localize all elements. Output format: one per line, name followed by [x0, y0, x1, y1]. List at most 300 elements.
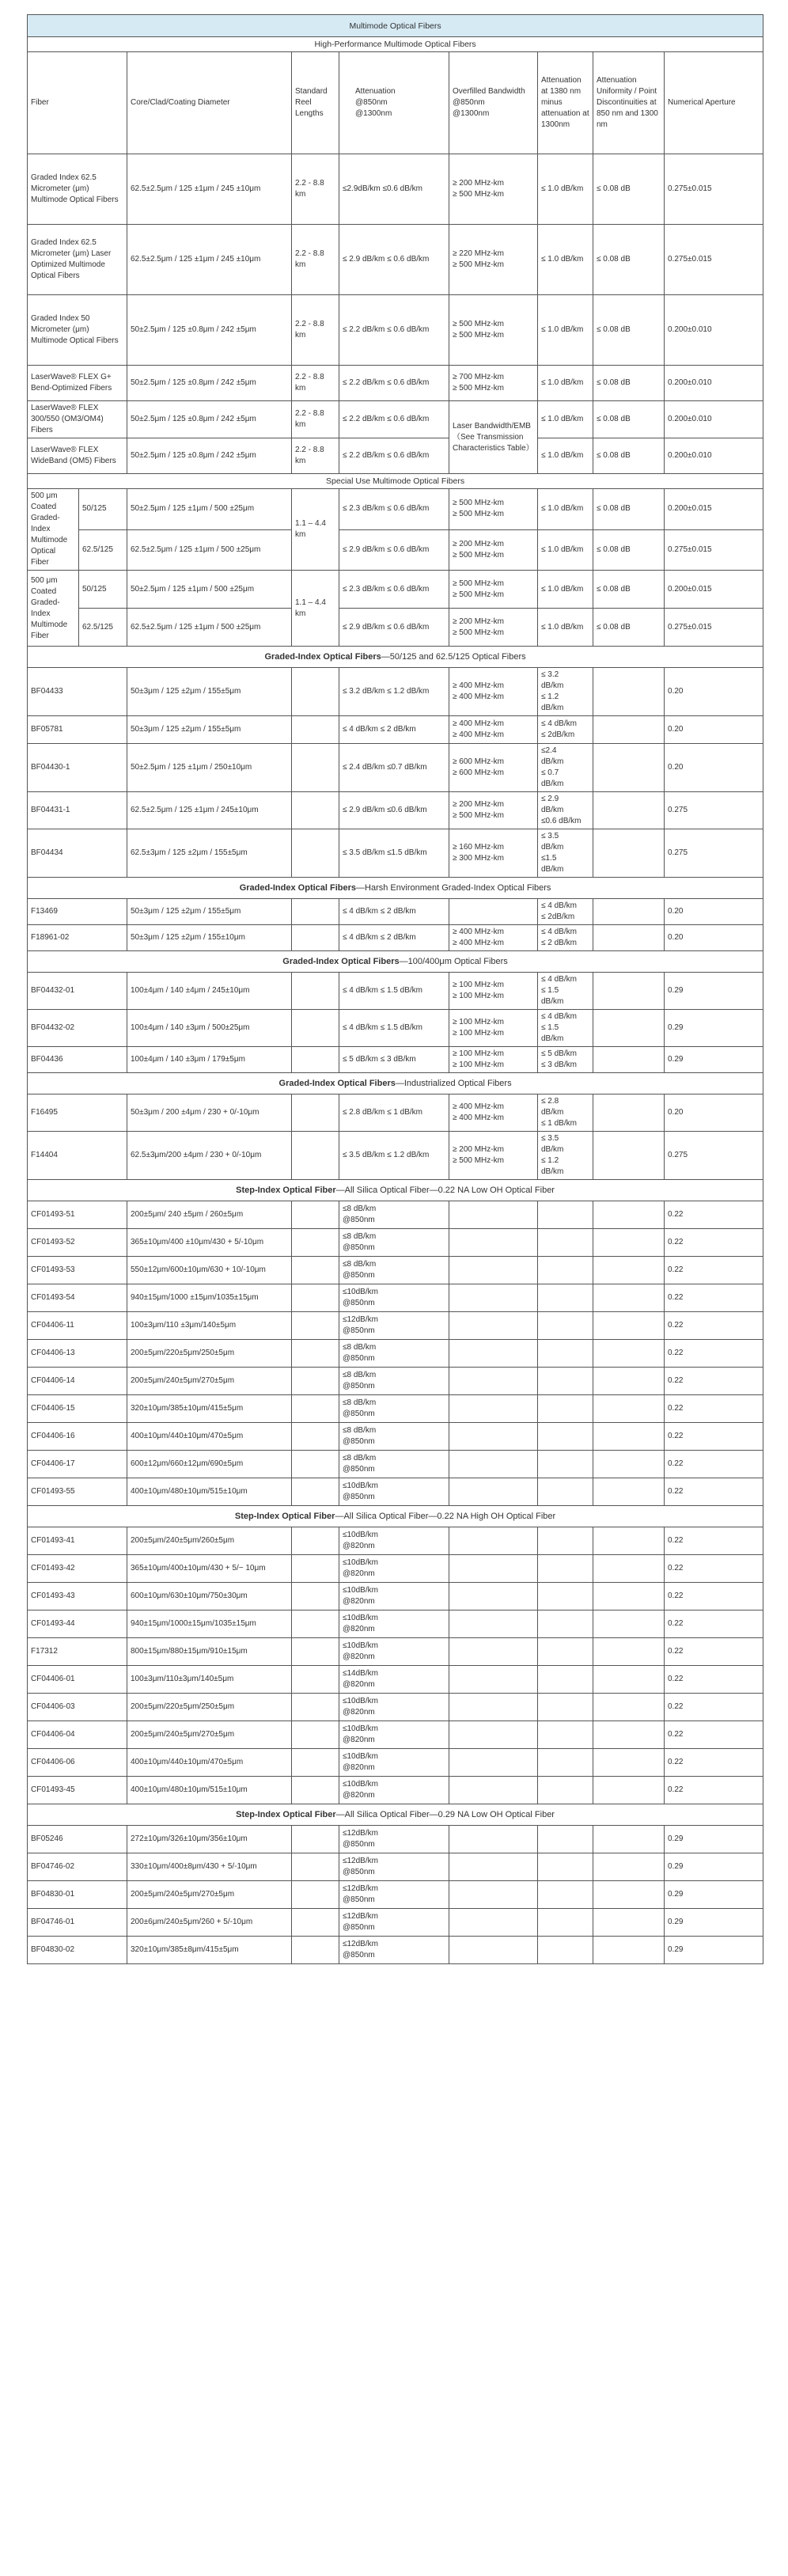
- diameter-cell: 50±2.5μm / 125 ±1μm / 250±10μm: [127, 744, 292, 792]
- bandwidth-cell: [449, 1312, 538, 1340]
- attenuation-1380-cell: ≤2.4 dB/km ≤ 0.7 dB/km: [538, 744, 593, 792]
- attenuation-1380-cell: ≤ 3.5 dB/km ≤1.5 dB/km: [538, 829, 593, 878]
- bandwidth-cell: [449, 1694, 538, 1721]
- attenuation-cell: ≤10dB/km @850nm: [339, 1478, 449, 1506]
- bandwidth-cell: [449, 1826, 538, 1853]
- diameter-cell: 100±4μm / 140 ±3μm / 179±5μm: [127, 1047, 292, 1073]
- reel-length-cell: 2.2 - 8.8 km: [292, 401, 339, 438]
- uniformity-cell: [593, 1257, 665, 1284]
- fiber-name-cell: CF04406-03: [28, 1694, 127, 1721]
- reel-length-cell: 2.2 - 8.8 km: [292, 438, 339, 474]
- reel-length-cell: [292, 1047, 339, 1073]
- special-use-row: [28, 529, 763, 571]
- attenuation-1380-cell: ≤ 1.0 dB/km: [538, 571, 593, 609]
- attenuation-cell: ≤ 2.9 dB/km ≤ 0.6 dB/km: [339, 529, 449, 571]
- numerical-aperture-cell: 0.275±0.015: [665, 609, 763, 647]
- diameter-cell: 200±6μm/240±5μm/260 + 5/-10μm: [127, 1909, 292, 1937]
- attenuation-cell: ≤10dB/km @820nm: [339, 1638, 449, 1666]
- header-fiber: Fiber: [28, 52, 127, 154]
- reel-length-cell: [292, 1451, 339, 1478]
- attenuation-cell: ≤14dB/km @820nm: [339, 1666, 449, 1694]
- attenuation-cell: ≤12dB/km @850nm: [339, 1881, 449, 1909]
- diameter-cell: 50±3μm / 200 ±4μm / 230 + 0/-10μm: [127, 1095, 292, 1132]
- reel-length-cell: 1.1 – 4.4 km: [292, 489, 339, 571]
- bandwidth-cell: ≥ 500 MHz-km ≥ 500 MHz-km: [449, 295, 538, 366]
- bandwidth-cell: [449, 1777, 538, 1804]
- uniformity-cell: [593, 925, 665, 951]
- uniformity-cell: [593, 1909, 665, 1937]
- header-reel-lengths: Standard Reel Lengths: [292, 52, 339, 154]
- numerical-aperture-cell: 0.22: [665, 1638, 763, 1666]
- table-row: [28, 1909, 763, 1937]
- numerical-aperture-cell: 0.200±0.010: [665, 438, 763, 474]
- table-row: [28, 1478, 763, 1506]
- reel-length-cell: [292, 1132, 339, 1180]
- numerical-aperture-cell: 0.29: [665, 973, 763, 1010]
- attenuation-1380-cell: ≤ 4 dB/km ≤ 1.5 dB/km: [538, 973, 593, 1010]
- uniformity-cell: [593, 1132, 665, 1180]
- table-row: [28, 1010, 763, 1047]
- fiber-name-cell: BF04436: [28, 1047, 127, 1073]
- diameter-cell: 320±10μm/385±10μm/415±5μm: [127, 1395, 292, 1423]
- uniformity-cell: [593, 668, 665, 716]
- diameter-cell: 50±3μm / 125 ±2μm / 155±5μm: [127, 899, 292, 925]
- bandwidth-cell: ≥ 700 MHz-km ≥ 500 MHz-km: [449, 366, 538, 401]
- numerical-aperture-cell: 0.29: [665, 1010, 763, 1047]
- attenuation-cell: ≤ 2.9 dB/km ≤ 0.6 dB/km: [339, 225, 449, 295]
- section-heading-row: [28, 951, 763, 973]
- reel-length-cell: [292, 1423, 339, 1451]
- section-heading: [28, 878, 763, 899]
- header-bandwidth: Overfilled Bandwidth @850nm @1300nm: [449, 52, 538, 154]
- uniformity-cell: [593, 1284, 665, 1312]
- reel-length-cell: [292, 1638, 339, 1666]
- reel-length-cell: [292, 1095, 339, 1132]
- numerical-aperture-cell: 0.22: [665, 1777, 763, 1804]
- reel-length-cell: 2.2 - 8.8 km: [292, 154, 339, 225]
- fiber-name-cell: LaserWave® FLEX G+ Bend-Optimized Fibers: [28, 366, 127, 401]
- diameter-cell: 62.5±2.5μm / 125 ±1μm / 245±10μm: [127, 792, 292, 829]
- uniformity-cell: ≤ 0.08 dB: [593, 529, 665, 571]
- attenuation-1380-cell: [538, 1257, 593, 1284]
- attenuation-1380-cell: ≤ 1.0 dB/km: [538, 154, 593, 225]
- fiber-name-cell: CF04406-17: [28, 1451, 127, 1478]
- section-heading-row: [28, 1804, 763, 1826]
- diameter-cell: 940±15μm/1000 ±15μm/1035±15μm: [127, 1284, 292, 1312]
- reel-length-cell: [292, 899, 339, 925]
- attenuation-cell: ≤ 2.3 dB/km ≤ 0.6 dB/km: [339, 489, 449, 530]
- bandwidth-cell: [449, 1368, 538, 1395]
- reel-length-cell: [292, 1909, 339, 1937]
- attenuation-cell: ≤10dB/km @820nm: [339, 1610, 449, 1638]
- uniformity-cell: [593, 1881, 665, 1909]
- bandwidth-cell: [449, 1555, 538, 1583]
- attenuation-1380-cell: [538, 1721, 593, 1749]
- bandwidth-cell: [449, 1527, 538, 1555]
- bandwidth-cell: [449, 899, 538, 925]
- table-row: [28, 925, 763, 951]
- attenuation-cell: ≤12dB/km @850nm: [339, 1937, 449, 1964]
- attenuation-1380-cell: ≤ 1.0 dB/km: [538, 438, 593, 474]
- numerical-aperture-cell: 0.22: [665, 1368, 763, 1395]
- attenuation-1380-cell: [538, 1881, 593, 1909]
- bandwidth-cell: [449, 1340, 538, 1368]
- high-performance-row: [28, 295, 763, 366]
- diameter-cell: 200±5μm/220±5μm/250±5μm: [127, 1340, 292, 1368]
- numerical-aperture-cell: 0.22: [665, 1666, 763, 1694]
- attenuation-cell: ≤10dB/km @820nm: [339, 1583, 449, 1610]
- table-row: [28, 1095, 763, 1132]
- fiber-name-cell: BF04432-02: [28, 1010, 127, 1047]
- uniformity-cell: [593, 1395, 665, 1423]
- section-heading: [28, 647, 763, 668]
- attenuation-1380-cell: ≤ 1.0 dB/km: [538, 366, 593, 401]
- attenuation-1380-cell: ≤ 1.0 dB/km: [538, 529, 593, 571]
- diameter-cell: 62.5±2.5μm / 125 ±1μm / 500 ±25μm: [127, 609, 292, 647]
- section-heading-rest: —100/400μm Optical Fibers: [399, 957, 508, 966]
- reel-length-cell: [292, 1368, 339, 1395]
- uniformity-cell: [593, 1610, 665, 1638]
- uniformity-cell: [593, 1638, 665, 1666]
- header-numerical-aperture: Numerical Aperture: [665, 52, 763, 154]
- numerical-aperture-cell: 0.29: [665, 1853, 763, 1881]
- attenuation-1380-cell: [538, 1909, 593, 1937]
- section-heading-row: [28, 1506, 763, 1527]
- table-row: [28, 1312, 763, 1340]
- fiber-name-cell: CF04406-01: [28, 1666, 127, 1694]
- fiber-name-cell: CF01493-53: [28, 1257, 127, 1284]
- bandwidth-cell: [449, 1853, 538, 1881]
- section-heading: [28, 1506, 763, 1527]
- reel-length-cell: [292, 1312, 339, 1340]
- uniformity-cell: [593, 973, 665, 1010]
- table-row: [28, 1721, 763, 1749]
- attenuation-1380-cell: [538, 1583, 593, 1610]
- table-row: [28, 1284, 763, 1312]
- bandwidth-cell: [449, 1937, 538, 1964]
- section-heading-bold: Graded-Index Optical Fibers: [282, 957, 400, 966]
- attenuation-cell: ≤8 dB/km @850nm: [339, 1451, 449, 1478]
- uniformity-cell: [593, 1937, 665, 1964]
- diameter-cell: 365±10μm/400 ±10μm/430 + 5/-10μm: [127, 1229, 292, 1257]
- section-heading-bold: Step-Index Optical Fiber: [236, 1186, 336, 1195]
- table-row: [28, 744, 763, 792]
- attenuation-cell: ≤ 2.2 dB/km ≤ 0.6 dB/km: [339, 366, 449, 401]
- spec-document: [27, 14, 763, 1964]
- section-heading: [28, 951, 763, 973]
- diameter-cell: 62.5±3μm/200 ±4μm / 230 + 0/-10μm: [127, 1132, 292, 1180]
- special-use-heading-row: [28, 474, 763, 489]
- fiber-name-cell: BF04431-1: [28, 792, 127, 829]
- numerical-aperture-cell: 0.275±0.015: [665, 529, 763, 571]
- reel-length-cell: [292, 925, 339, 951]
- reel-length-cell: [292, 1478, 339, 1506]
- diameter-cell: 62.5±2.5μm / 125 ±1μm / 245 ±10μm: [127, 154, 292, 225]
- reel-length-cell: [292, 1694, 339, 1721]
- table-row: [28, 1451, 763, 1478]
- uniformity-cell: [593, 716, 665, 744]
- numerical-aperture-cell: 0.22: [665, 1721, 763, 1749]
- reel-length-cell: [292, 1284, 339, 1312]
- bandwidth-cell: ≥ 100 MHz-km ≥ 100 MHz-km: [449, 1047, 538, 1073]
- fiber-name-cell: BF04830-02: [28, 1937, 127, 1964]
- fiber-name-cell: F17312: [28, 1638, 127, 1666]
- bandwidth-cell: ≥ 200 MHz-km ≥ 500 MHz-km: [449, 154, 538, 225]
- attenuation-cell: ≤ 3.5 dB/km ≤ 1.2 dB/km: [339, 1132, 449, 1180]
- section-heading-bold: Step-Index Optical Fiber: [236, 1810, 336, 1819]
- numerical-aperture-cell: 0.275±0.015: [665, 225, 763, 295]
- high-performance-row: [28, 225, 763, 295]
- reel-length-cell: [292, 1937, 339, 1964]
- numerical-aperture-cell: 0.20: [665, 1095, 763, 1132]
- special-group-label: 500 μm Coated Graded-Index Multimode Fiber: [28, 571, 79, 647]
- header-diameter: Core/Clad/Coating Diameter: [127, 52, 292, 154]
- table-row: [28, 1853, 763, 1881]
- table-row: [28, 1937, 763, 1964]
- attenuation-cell: ≤12dB/km @850nm: [339, 1909, 449, 1937]
- diameter-cell: 600±10μm/630±10μm/750±30μm: [127, 1583, 292, 1610]
- reel-length-cell: [292, 744, 339, 792]
- diameter-cell: 100±4μm / 140 ±4μm / 245±10μm: [127, 973, 292, 1010]
- reel-length-cell: [292, 1610, 339, 1638]
- section-heading: [28, 1073, 763, 1095]
- numerical-aperture-cell: 0.20: [665, 899, 763, 925]
- bandwidth-cell: ≥ 160 MHz-km ≥ 300 MHz-km: [449, 829, 538, 878]
- table-row: [28, 1423, 763, 1451]
- numerical-aperture-cell: 0.275: [665, 792, 763, 829]
- reel-length-cell: [292, 1555, 339, 1583]
- attenuation-1380-cell: [538, 1368, 593, 1395]
- bandwidth-cell: [449, 1610, 538, 1638]
- fiber-size-cell: 50/125: [79, 489, 127, 530]
- fiber-name-cell: F18961-02: [28, 925, 127, 951]
- reel-length-cell: [292, 1749, 339, 1777]
- bandwidth-cell: [449, 1229, 538, 1257]
- attenuation-cell: ≤8 dB/km @850nm: [339, 1340, 449, 1368]
- attenuation-cell: ≤ 3.2 dB/km ≤ 1.2 dB/km: [339, 668, 449, 716]
- bandwidth-cell: ≥ 200 MHz-km ≥ 500 MHz-km: [449, 609, 538, 647]
- special-group-label: 500 μm Coated Graded-Index Multimode Optical Fiber: [28, 489, 79, 571]
- fiber-name-cell: CF01493-43: [28, 1583, 127, 1610]
- uniformity-cell: ≤ 0.08 dB: [593, 438, 665, 474]
- reel-length-cell: 2.2 - 8.8 km: [292, 366, 339, 401]
- reel-length-cell: [292, 668, 339, 716]
- uniformity-cell: ≤ 0.08 dB: [593, 489, 665, 530]
- table-row: [28, 829, 763, 878]
- attenuation-cell: ≤8 dB/km @850nm: [339, 1229, 449, 1257]
- special-use-row: [28, 609, 763, 647]
- uniformity-cell: [593, 744, 665, 792]
- attenuation-cell: ≤8 dB/km @850nm: [339, 1201, 449, 1229]
- reel-length-cell: 1.1 – 4.4 km: [292, 571, 339, 647]
- attenuation-cell: ≤ 4 dB/km ≤ 1.5 dB/km: [339, 973, 449, 1010]
- section-heading-rest: —50/125 and 62.5/125 Optical Fibers: [381, 652, 526, 662]
- numerical-aperture-cell: 0.22: [665, 1451, 763, 1478]
- attenuation-1380-cell: ≤ 3.2 dB/km ≤ 1.2 dB/km: [538, 668, 593, 716]
- numerical-aperture-cell: 0.275: [665, 829, 763, 878]
- uniformity-cell: [593, 1826, 665, 1853]
- attenuation-cell: ≤12dB/km @850nm: [339, 1853, 449, 1881]
- numerical-aperture-cell: 0.20: [665, 925, 763, 951]
- attenuation-cell: ≤ 2.9 dB/km ≤ 0.6 dB/km: [339, 609, 449, 647]
- reel-length-cell: [292, 1583, 339, 1610]
- fiber-name-cell: BF04430-1: [28, 744, 127, 792]
- attenuation-1380-cell: [538, 1340, 593, 1368]
- section-heading-row: [28, 647, 763, 668]
- section-heading-bold: Graded-Index Optical Fibers: [239, 883, 357, 893]
- table-row: [28, 668, 763, 716]
- diameter-cell: 100±4μm / 140 ±3μm / 500±25μm: [127, 1010, 292, 1047]
- fiber-name-cell: CF04406-14: [28, 1368, 127, 1395]
- bandwidth-cell: [449, 1721, 538, 1749]
- bandwidth-cell: [449, 1478, 538, 1506]
- fiber-name-cell: BF04746-01: [28, 1909, 127, 1937]
- bandwidth-cell: ≥ 400 MHz-km ≥ 400 MHz-km: [449, 1095, 538, 1132]
- attenuation-cell: ≤ 4 dB/km ≤ 2 dB/km: [339, 716, 449, 744]
- fiber-name-cell: Graded Index 62.5 Micrometer (μm) Multimode Optical Fibers: [28, 154, 127, 225]
- attenuation-cell: ≤ 2.2 dB/km ≤ 0.6 dB/km: [339, 295, 449, 366]
- attenuation-1380-cell: ≤ 1.0 dB/km: [538, 225, 593, 295]
- bandwidth-cell: Laser Bandwidth/EMB （See Transmission Characteristics Table）: [449, 401, 538, 474]
- bandwidth-cell: [449, 1423, 538, 1451]
- table-row: [28, 1666, 763, 1694]
- bandwidth-cell: ≥ 100 MHz-km ≥ 100 MHz-km: [449, 973, 538, 1010]
- attenuation-1380-cell: ≤ 3.5 dB/km ≤ 1.2 dB/km: [538, 1132, 593, 1180]
- table-row: [28, 1638, 763, 1666]
- uniformity-cell: [593, 1721, 665, 1749]
- diameter-cell: 50±2.5μm / 125 ±0.8μm / 242 ±5μm: [127, 295, 292, 366]
- diameter-cell: 330±10μm/400±8μm/430 + 5/-10μm: [127, 1853, 292, 1881]
- bandwidth-cell: ≥ 400 MHz-km ≥ 400 MHz-km: [449, 925, 538, 951]
- uniformity-cell: [593, 1853, 665, 1881]
- diameter-cell: 400±10μm/440±10μm/470±5μm: [127, 1749, 292, 1777]
- attenuation-1380-cell: [538, 1610, 593, 1638]
- reel-length-cell: [292, 1777, 339, 1804]
- numerical-aperture-cell: 0.22: [665, 1749, 763, 1777]
- diameter-cell: 200±5μm/240±5μm/270±5μm: [127, 1881, 292, 1909]
- attenuation-1380-cell: ≤ 5 dB/km ≤ 3 dB/km: [538, 1047, 593, 1073]
- attenuation-cell: ≤12dB/km @850nm: [339, 1826, 449, 1853]
- table-row: [28, 1047, 763, 1073]
- high-performance-row: [28, 438, 763, 474]
- attenuation-cell: ≤10dB/km @820nm: [339, 1527, 449, 1555]
- table-row: [28, 1583, 763, 1610]
- header-uniformity: Attenuation Uniformity / Point Discontinuities at 850 nm and 1300 nm: [593, 52, 665, 154]
- special-use-row: [28, 489, 763, 530]
- uniformity-cell: [593, 1423, 665, 1451]
- diameter-cell: 365±10μm/400±10μm/430 + 5/− 10μm: [127, 1555, 292, 1583]
- diameter-cell: 200±5μm/240±5μm/270±5μm: [127, 1721, 292, 1749]
- attenuation-cell: ≤10dB/km @820nm: [339, 1694, 449, 1721]
- section-heading-bold: Graded-Index Optical Fibers: [264, 652, 381, 662]
- section-heading: [28, 1804, 763, 1826]
- attenuation-1380-cell: ≤ 2.8 dB/km ≤ 1 dB/km: [538, 1095, 593, 1132]
- section-heading-rest: —All Silica Optical Fiber—0.22 NA Low OH Optical Fiber: [335, 1186, 555, 1195]
- attenuation-1380-cell: [538, 1937, 593, 1964]
- fiber-size-cell: 50/125: [79, 571, 127, 609]
- attenuation-cell: ≤10dB/km @820nm: [339, 1749, 449, 1777]
- attenuation-cell: ≤ 2.9 dB/km ≤0.6 dB/km: [339, 792, 449, 829]
- attenuation-cell: ≤ 2.4 dB/km ≤0.7 dB/km: [339, 744, 449, 792]
- bandwidth-cell: ≥ 500 MHz-km ≥ 500 MHz-km: [449, 571, 538, 609]
- reel-length-cell: [292, 1201, 339, 1229]
- table-row: [28, 1826, 763, 1853]
- column-header-row: [28, 52, 763, 154]
- bandwidth-cell: [449, 1583, 538, 1610]
- bandwidth-cell: ≥ 100 MHz-km ≥ 100 MHz-km: [449, 1010, 538, 1047]
- numerical-aperture-cell: 0.200±0.015: [665, 489, 763, 530]
- numerical-aperture-cell: 0.29: [665, 1909, 763, 1937]
- numerical-aperture-cell: 0.22: [665, 1610, 763, 1638]
- bandwidth-cell: ≥ 400 MHz-km ≥ 400 MHz-km: [449, 716, 538, 744]
- reel-length-cell: [292, 1395, 339, 1423]
- numerical-aperture-cell: 0.22: [665, 1284, 763, 1312]
- diameter-cell: 100±3μm/110 ±3μm/140±5μm: [127, 1312, 292, 1340]
- attenuation-1380-cell: [538, 1749, 593, 1777]
- diameter-cell: 50±3μm / 125 ±2μm / 155±10μm: [127, 925, 292, 951]
- attenuation-cell: ≤10dB/km @850nm: [339, 1284, 449, 1312]
- attenuation-1380-cell: ≤ 2.9 dB/km ≤0.6 dB/km: [538, 792, 593, 829]
- diameter-cell: 400±10μm/480±10μm/515±10μm: [127, 1777, 292, 1804]
- reel-length-cell: [292, 716, 339, 744]
- reel-length-cell: [292, 1881, 339, 1909]
- attenuation-1380-cell: ≤ 4 dB/km ≤ 2dB/km: [538, 899, 593, 925]
- attenuation-cell: ≤8 dB/km @850nm: [339, 1257, 449, 1284]
- uniformity-cell: [593, 1312, 665, 1340]
- diameter-cell: 50±2.5μm / 125 ±0.8μm / 242 ±5μm: [127, 401, 292, 438]
- table-row: [28, 1777, 763, 1804]
- uniformity-cell: [593, 1229, 665, 1257]
- uniformity-cell: [593, 1368, 665, 1395]
- fiber-name-cell: F13469: [28, 899, 127, 925]
- attenuation-1380-cell: [538, 1451, 593, 1478]
- table-row: [28, 1132, 763, 1180]
- reel-length-cell: [292, 829, 339, 878]
- numerical-aperture-cell: 0.275±0.015: [665, 154, 763, 225]
- attenuation-1380-cell: [538, 1478, 593, 1506]
- diameter-cell: 400±10μm/480±10μm/515±10μm: [127, 1478, 292, 1506]
- fiber-name-cell: CF01493-52: [28, 1229, 127, 1257]
- uniformity-cell: [593, 829, 665, 878]
- fiber-name-cell: CF04406-11: [28, 1312, 127, 1340]
- fiber-name-cell: F16495: [28, 1095, 127, 1132]
- bandwidth-cell: ≥ 200 MHz-km ≥ 500 MHz-km: [449, 1132, 538, 1180]
- diameter-cell: 550±12μm/600±10μm/630 + 10/-10μm: [127, 1257, 292, 1284]
- numerical-aperture-cell: 0.22: [665, 1694, 763, 1721]
- diameter-cell: 62.5±2.5μm / 125 ±1μm / 500 ±25μm: [127, 529, 292, 571]
- numerical-aperture-cell: 0.22: [665, 1583, 763, 1610]
- attenuation-1380-cell: [538, 1826, 593, 1853]
- diameter-cell: 940±15μm/1000±15μm/1035±15μm: [127, 1610, 292, 1638]
- attenuation-cell: ≤ 2.2 dB/km ≤ 0.6 dB/km: [339, 438, 449, 474]
- diameter-cell: 200±5μm/240±5μm/270±5μm: [127, 1368, 292, 1395]
- numerical-aperture-cell: 0.20: [665, 716, 763, 744]
- fiber-name-cell: CF04406-13: [28, 1340, 127, 1368]
- attenuation-cell: ≤ 5 dB/km ≤ 3 dB/km: [339, 1047, 449, 1073]
- uniformity-cell: [593, 1777, 665, 1804]
- fiber-name-cell: BF05246: [28, 1826, 127, 1853]
- bandwidth-cell: ≥ 220 MHz-km ≥ 500 MHz-km: [449, 225, 538, 295]
- attenuation-1380-cell: [538, 1853, 593, 1881]
- uniformity-cell: [593, 1047, 665, 1073]
- uniformity-cell: ≤ 0.08 dB: [593, 609, 665, 647]
- table-row: [28, 1527, 763, 1555]
- diameter-cell: 50±2.5μm / 125 ±0.8μm / 242 ±5μm: [127, 438, 292, 474]
- uniformity-cell: ≤ 0.08 dB: [593, 295, 665, 366]
- uniformity-cell: ≤ 0.08 dB: [593, 571, 665, 609]
- bandwidth-cell: ≥ 200 MHz-km ≥ 500 MHz-km: [449, 529, 538, 571]
- attenuation-1380-cell: [538, 1666, 593, 1694]
